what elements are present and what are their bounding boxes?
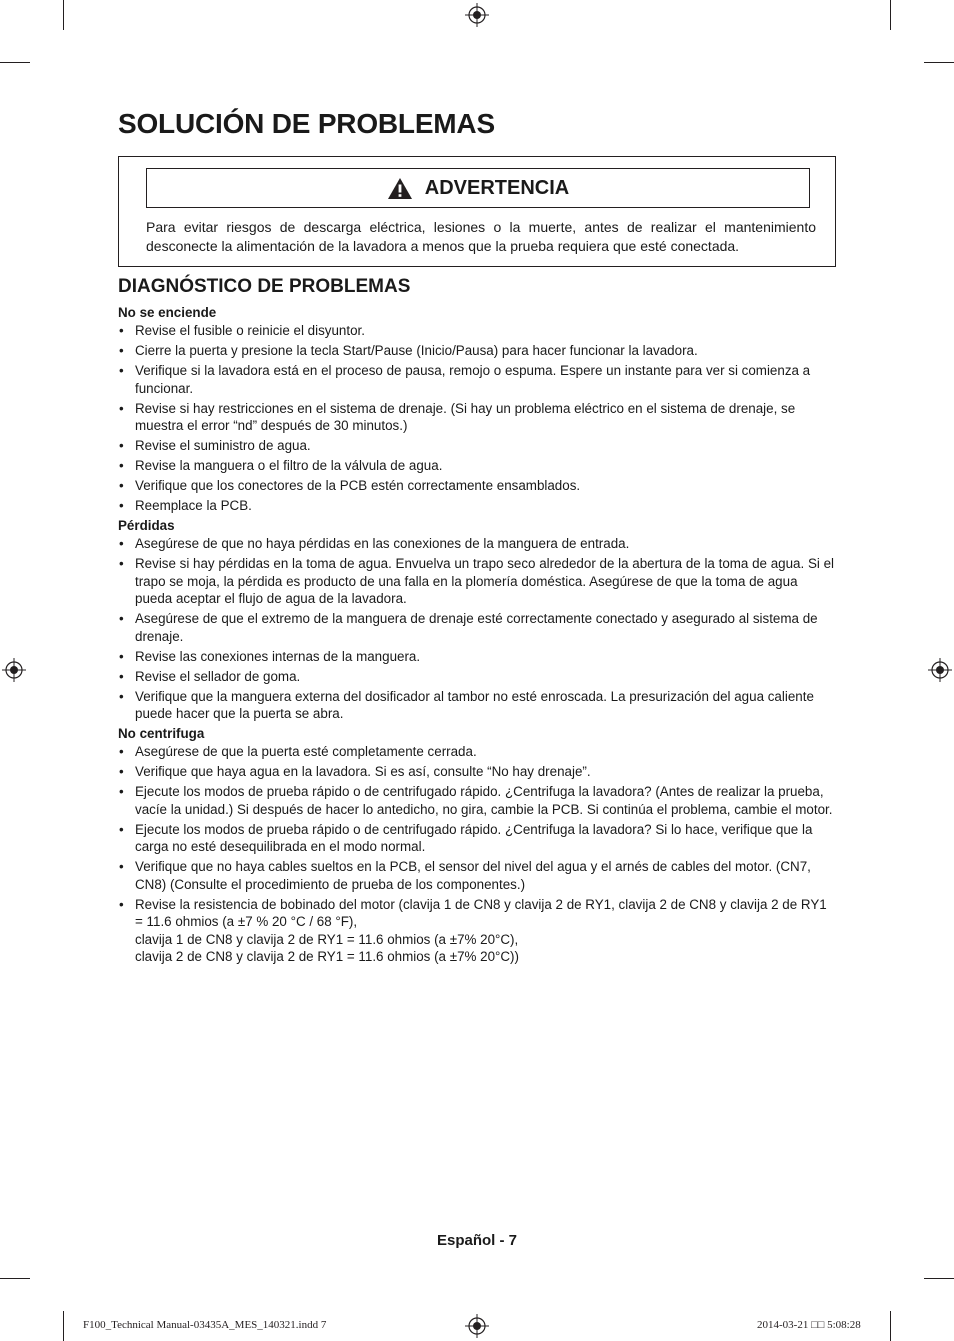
list-item: • Reemplace la PCB. [118,497,838,515]
problem-groups [118,304,838,966]
file-slug: F100_Technical Manual-03435A_MES_140321.indd 7 [83,1319,327,1331]
registration-mark-icon [928,658,952,682]
list-item: • Asegúrese de que no haya pérdidas en las conexiones de la manguera de entrada. [118,535,838,553]
list-item: • Cierre la puerta y presione la tecla Start/Pause (Inicio/Pausa) para hacer funcionar la lavadora. [118,342,838,360]
problem-list [118,743,838,966]
page-number: Español - 7 [436,1232,518,1249]
list-item: • Revise el suministro de agua. [118,437,838,455]
list-item: • Revise el fusible o reinicie el disyuntor. [118,322,838,340]
crop-mark [924,1278,954,1279]
warning-triangle-icon [387,177,413,200]
list-item: • Ejecute los modos de prueba rápido o de centrifugado rápido. ¿Centrifuga la lavadora? (Antes de realizar la prueba, vacíe la unidad.) Si después de hacer lo antedicho, no gira, cambie la PCB. Si continúa el problema, cambie el motor. [118,783,838,818]
list-item: • Asegúrese de que el extremo de la manguera de drenaje esté correctamente conectado y asegurado al sistema de drenaje. [118,610,838,645]
warning-box [118,156,836,267]
problem-group-title: No se enciende [118,305,217,320]
list-item: • Revise si hay restricciones en el sistema de drenaje. (Si hay un problema eléctrico en el sistema de drenaje, se muestra el error “nd” después de 30 minutos.) [118,400,838,435]
crop-mark [924,62,954,63]
warning-title: ADVERTENCIA [424,176,570,199]
list-item: • Verifique que la manguera externa del dosificador al tambor no esté enroscada. La presurización del agua caliente puede hacer que la puerta se abra. [118,688,838,723]
list-item: • Revise las conexiones internas de la manguera. [118,648,838,666]
problem-list [118,535,838,723]
crop-mark [63,0,64,30]
list-item: • Revise la resistencia de bobinado del motor (clavija 1 de CN8 y clavija 2 de RY1, clavija 2 de CN8 y clavija 2 de RY1 = 11.6 ohmios (a ±7 % 20 °C / 68 °F), clavija 1 de CN8 y clavija 2 de RY1 = 11.6 ohmios (a ±7% 20°C), clavija 2 de CN8 y clavija 2 de RY1 = 11.6 ohmios (a ±7% 20°C)) [118,896,838,966]
list-item: • Asegúrese de que la puerta esté completamente cerrada. [118,743,838,761]
list-item: • Verifique si la lavadora está en el proceso de pausa, remojo o espuma. Espere un instante para ver si comienza a funcionar. [118,362,838,397]
problem-list [118,322,838,515]
list-item: • Verifique que no haya cables sueltos en la PCB, el sensor del nivel del agua y el arnés de cables del motor. (CN7, CN8) (Consulte el procedimiento de prueba de los componentes.) [118,858,838,893]
list-item: • Revise el sellador de goma. [118,668,838,686]
problem-group-title: No centrifuga [118,726,205,741]
list-item: • Verifique que haya agua en la lavadora. Si es así, consulte “No hay drenaje”. [118,763,838,781]
list-item: • Verifique que los conectores de la PCB estén correctamente ensamblados. [118,477,838,495]
list-item: • Ejecute los modos de prueba rápido o de centrifugado rápido. ¿Centrifuga la lavadora? Si lo hace, verifique que la carga no esté desequilibrada en el modo normal. [118,821,838,856]
crop-mark [890,1311,891,1341]
section-title: DIAGNÓSTICO DE PROBLEMAS [118,276,411,297]
list-item: • Revise si hay pérdidas en la toma de agua. Envuelva un trapo seco alrededor de la abertura de la toma de agua. Si el trapo se moja, la pérdida es producto de una falla en la plomería doméstica. Asegúrese de que la toma de agua pueda aceptar el flujo de agua de la lavadora. [118,555,838,608]
registration-mark-icon [465,3,489,27]
warning-header [146,168,810,208]
crop-mark [0,62,30,63]
diagnosis-section [118,275,838,968]
registration-mark-icon [2,658,26,682]
registration-mark-icon [465,1314,489,1338]
crop-mark [890,0,891,30]
problem-group-title: Pérdidas [118,518,175,533]
date-slug: 2014-03-21 □□ 5:08:28 [757,1319,861,1331]
warning-text: Para evitar riesgos de descarga eléctrica, lesiones o la muerte, antes de realizar el mantenimiento desconecte la alimentación de la lavadora a menos que la prueba requiera que esté conectada. [146,219,816,254]
page-title: SOLUCIÓN DE PROBLEMAS [118,108,495,139]
crop-mark [0,1278,30,1279]
crop-mark [63,1311,64,1341]
list-item: • Revise la manguera o el filtro de la válvula de agua. [118,457,838,475]
